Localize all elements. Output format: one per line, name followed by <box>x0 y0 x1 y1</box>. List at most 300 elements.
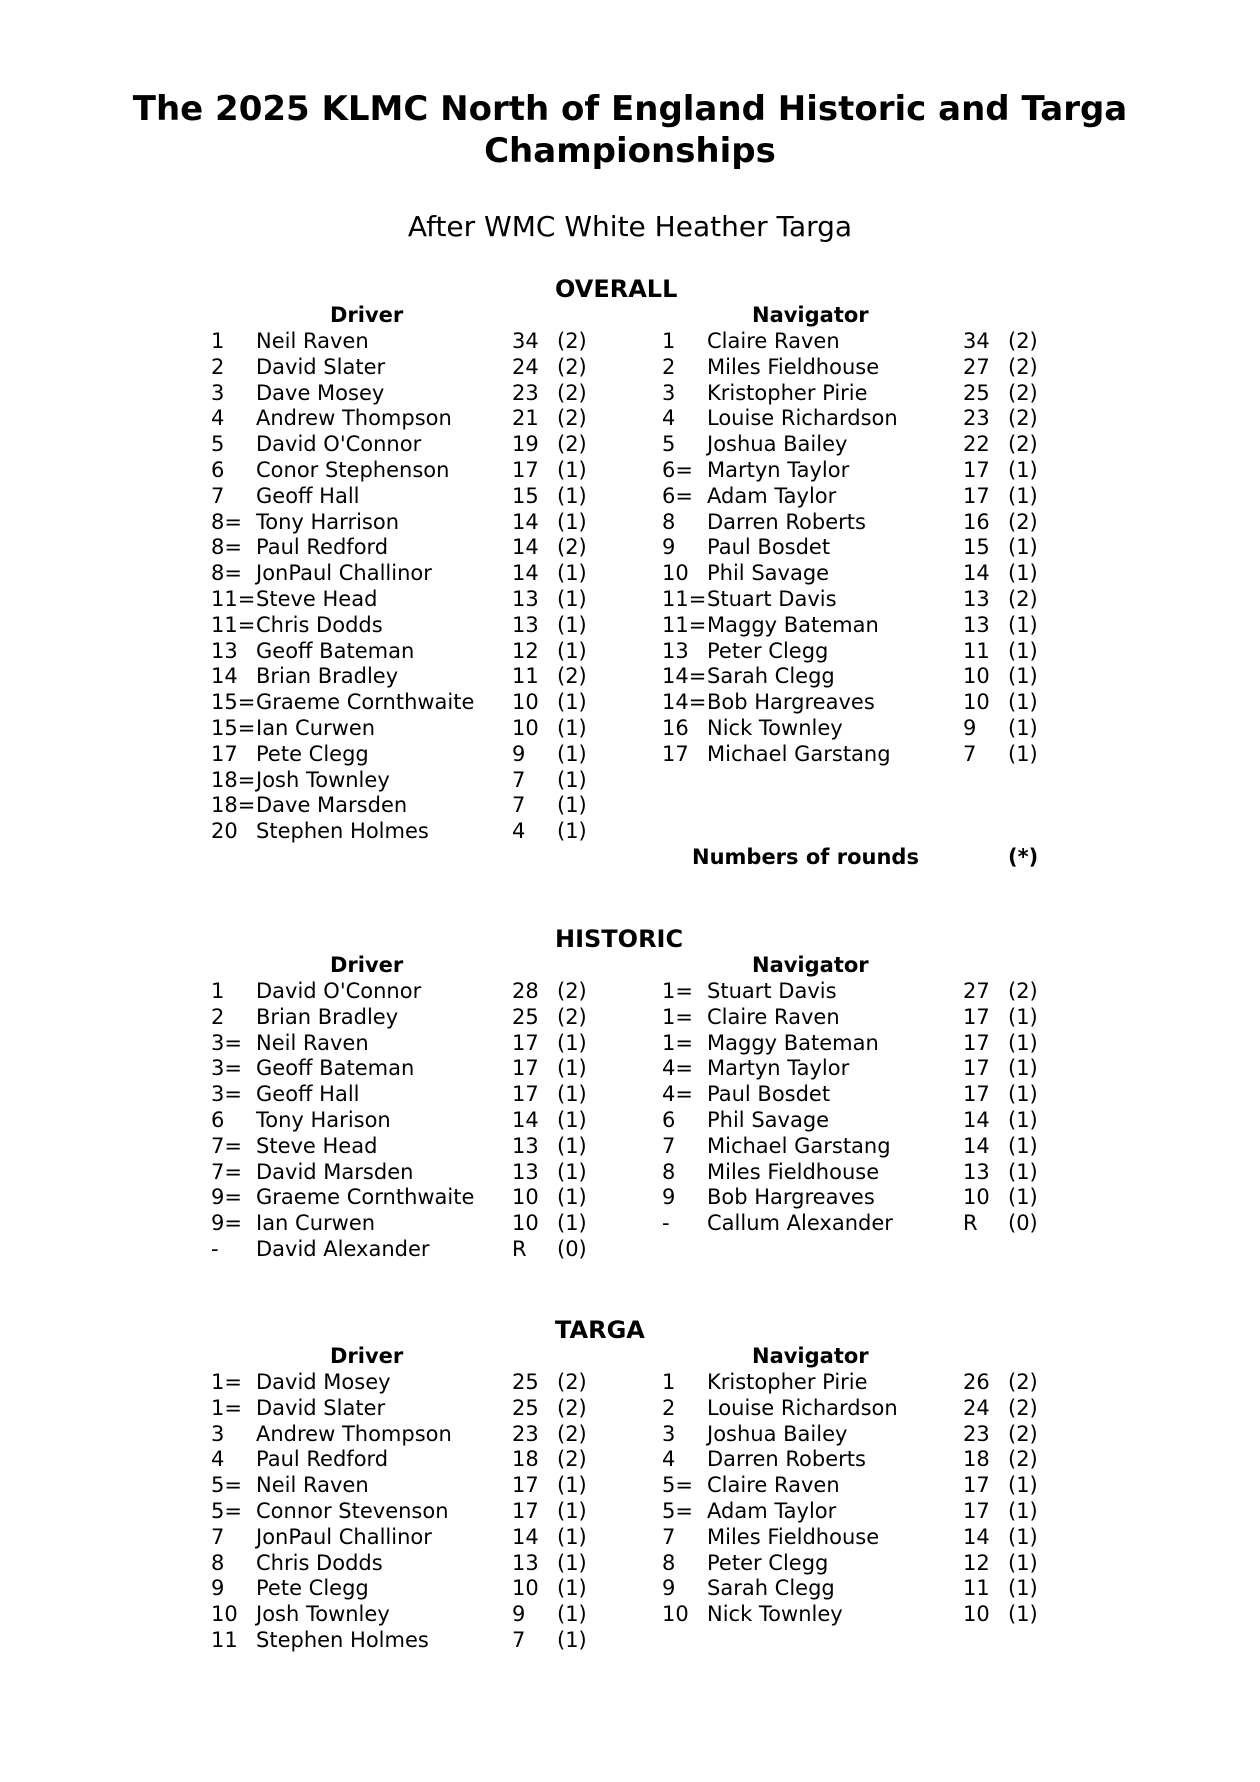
name-cell: Miles Fieldhouse <box>707 354 880 379</box>
rounds-cell: (2) <box>1008 509 1038 534</box>
position-cell: 7 <box>662 1524 676 1549</box>
points-cell: 24 <box>512 354 539 379</box>
position-cell: 8 <box>662 509 676 534</box>
name-cell: David O'Connor <box>256 979 422 1003</box>
name-cell: Louise Richardson <box>707 1395 898 1420</box>
name-cell: Claire Raven <box>707 1004 840 1029</box>
position-cell: - <box>662 1211 670 1236</box>
name-cell: David Slater <box>256 354 386 379</box>
name-cell: Tony Harison <box>256 1107 391 1132</box>
points-cell: 13 <box>963 612 990 637</box>
position-cell: 5 <box>662 432 676 457</box>
name-cell: Paul Redford <box>256 535 389 560</box>
section-heading-targa: TARGA <box>555 1316 645 1344</box>
points-cell: 27 <box>963 979 990 1003</box>
name-cell: Joshua Bailey <box>707 1421 848 1446</box>
position-cell: 3= <box>211 1030 242 1055</box>
name-cell: Peter Clegg <box>707 638 829 663</box>
points-cell: R <box>963 1211 978 1236</box>
rounds-cell: (1) <box>557 612 587 637</box>
rounds-cell: (2) <box>557 1004 587 1029</box>
points-cell: 17 <box>512 1030 539 1055</box>
name-cell: Kristopher Pirie <box>707 1370 868 1394</box>
rounds-cell: (2) <box>1008 329 1038 353</box>
position-cell: 1 <box>662 329 676 353</box>
position-cell: 7 <box>211 1524 225 1549</box>
rounds-cell: (2) <box>1008 1447 1038 1472</box>
name-cell: Ian Curwen <box>256 1211 376 1236</box>
rounds-cell: (1) <box>557 1159 587 1184</box>
rounds-cell: (2) <box>557 1447 587 1472</box>
name-cell: Martyn Taylor <box>707 457 850 482</box>
points-cell: 17 <box>512 1056 539 1081</box>
position-cell: 8= <box>211 561 242 586</box>
position-cell: 17 <box>211 741 238 766</box>
name-cell: Darren Roberts <box>707 1447 866 1472</box>
rounds-cell: (1) <box>1008 1004 1038 1029</box>
position-cell: 3= <box>211 1056 242 1081</box>
rounds-cell: (1) <box>557 793 587 818</box>
rounds-cell: (1) <box>1008 741 1038 766</box>
points-cell: 15 <box>963 535 990 560</box>
rounds-cell: (1) <box>1008 715 1038 740</box>
rounds-cell: (1) <box>557 1211 587 1236</box>
name-cell: Brian Bradley <box>256 664 399 689</box>
rounds-cell: (1) <box>557 1524 587 1549</box>
position-cell: 11= <box>211 612 256 637</box>
name-cell: Bob Hargreaves <box>707 1185 875 1210</box>
name-cell: Louise Richardson <box>707 406 898 431</box>
points-cell: 17 <box>512 457 539 482</box>
name-cell: Miles Fieldhouse <box>707 1159 880 1184</box>
points-cell: 18 <box>963 1447 990 1472</box>
rounds-cell: (2) <box>1008 1370 1038 1394</box>
position-cell: 3 <box>662 1421 676 1446</box>
position-cell: 1 <box>211 329 225 353</box>
name-cell: Nick Townley <box>707 1602 843 1627</box>
rounds-cell: (0) <box>1008 1211 1038 1236</box>
points-cell: 22 <box>963 432 990 457</box>
name-cell: Miles Fieldhouse <box>707 1524 880 1549</box>
rounds-cell: (1) <box>1008 1602 1038 1627</box>
page-title-line-1: The 2025 KLMC North of England Historic and Targa <box>132 89 1128 129</box>
rounds-cell: (1) <box>1008 1030 1038 1055</box>
name-cell: Bob Hargreaves <box>707 690 875 715</box>
position-cell: 16 <box>662 715 689 740</box>
points-cell: 23 <box>963 406 990 431</box>
position-cell: 8 <box>662 1159 676 1184</box>
rounds-cell: (2) <box>1008 1421 1038 1446</box>
position-cell: 13 <box>662 638 689 663</box>
position-cell: 4= <box>662 1082 693 1107</box>
rounds-cell: (2) <box>1008 586 1038 611</box>
points-cell: 21 <box>512 406 539 431</box>
position-cell: - <box>211 1236 219 1261</box>
position-cell: 7 <box>211 483 225 508</box>
position-cell: 1= <box>211 1370 242 1394</box>
points-cell: 16 <box>963 509 990 534</box>
name-cell: Geoff Hall <box>256 1082 360 1107</box>
points-cell: 14 <box>512 509 539 534</box>
points-cell: 17 <box>963 1030 990 1055</box>
position-cell: 5= <box>662 1498 693 1523</box>
rounds-cell: (1) <box>1008 1498 1038 1523</box>
name-cell: Claire Raven <box>707 329 840 353</box>
name-cell: Neil Raven <box>256 1473 369 1498</box>
page-subtitle: After WMC White Heather Targa <box>407 210 853 243</box>
rounds-cell: (1) <box>1008 690 1038 715</box>
position-cell: 14= <box>662 664 707 689</box>
rounds-cell: (1) <box>557 1473 587 1498</box>
name-cell: Steve Head <box>256 1133 378 1158</box>
points-cell: 17 <box>512 1498 539 1523</box>
rounds-cell: (0) <box>557 1236 587 1261</box>
rounds-cell: (1) <box>557 741 587 766</box>
name-cell: Stuart Davis <box>707 979 837 1003</box>
position-cell: 7= <box>211 1159 242 1184</box>
rounds-cell: (2) <box>1008 380 1038 405</box>
position-cell: 6 <box>211 457 225 482</box>
position-cell: 2 <box>211 1004 225 1029</box>
targa-navigator-header: Navigator <box>752 1344 869 1368</box>
points-cell: 14 <box>512 561 539 586</box>
rounds-cell: (1) <box>557 1082 587 1107</box>
name-cell: Chris Dodds <box>256 1550 383 1575</box>
name-cell: Chris Dodds <box>256 612 383 637</box>
rounds-cell: (1) <box>557 715 587 740</box>
points-cell: 17 <box>512 1473 539 1498</box>
position-cell: 1= <box>662 1030 693 1055</box>
rounds-cell: (1) <box>1008 1576 1038 1601</box>
points-cell: 26 <box>963 1370 990 1394</box>
name-cell: Maggy Bateman <box>707 612 879 637</box>
name-cell: Pete Clegg <box>256 741 369 766</box>
points-cell: 10 <box>963 690 990 715</box>
position-cell: 9 <box>211 1576 225 1601</box>
position-cell: 10 <box>662 1602 689 1627</box>
name-cell: Sarah Clegg <box>707 664 835 689</box>
position-cell: 1 <box>662 1370 676 1394</box>
points-cell: 23 <box>512 1421 539 1446</box>
rounds-cell: (1) <box>557 1627 587 1652</box>
rounds-note-label: Numbers of rounds <box>692 845 919 869</box>
overall-navigator-header: Navigator <box>752 303 869 327</box>
name-cell: Kristopher Pirie <box>707 380 868 405</box>
position-cell: 4 <box>662 406 676 431</box>
position-cell: 9 <box>662 535 676 560</box>
rounds-cell: (1) <box>557 1030 587 1055</box>
points-cell: 14 <box>963 561 990 586</box>
rounds-cell: (1) <box>1008 483 1038 508</box>
rounds-cell: (1) <box>1008 561 1038 586</box>
rounds-cell: (1) <box>557 1498 587 1523</box>
position-cell: 3 <box>211 380 225 405</box>
name-cell: Phil Savage <box>707 561 830 586</box>
rounds-cell: (2) <box>1008 354 1038 379</box>
name-cell: Neil Raven <box>256 329 369 353</box>
name-cell: David Alexander <box>256 1236 430 1261</box>
rounds-cell: (2) <box>557 979 587 1003</box>
points-cell: 4 <box>512 819 526 844</box>
name-cell: Josh Townley <box>256 767 390 792</box>
rounds-cell: (1) <box>557 561 587 586</box>
rounds-cell: (1) <box>1008 535 1038 560</box>
position-cell: 20 <box>211 819 238 844</box>
rounds-cell: (1) <box>1008 1056 1038 1081</box>
points-cell: 10 <box>512 715 539 740</box>
points-cell: 25 <box>512 1370 539 1394</box>
rounds-cell: (1) <box>1008 638 1038 663</box>
points-cell: 17 <box>963 1473 990 1498</box>
rounds-cell: (2) <box>557 406 587 431</box>
rounds-cell: (1) <box>557 638 587 663</box>
rounds-cell: (2) <box>557 1370 587 1394</box>
points-cell: 17 <box>963 483 990 508</box>
points-cell: 10 <box>963 1602 990 1627</box>
name-cell: Callum Alexander <box>707 1211 893 1236</box>
points-cell: 13 <box>963 1159 990 1184</box>
points-cell: 34 <box>512 329 539 353</box>
points-cell: 9 <box>512 741 526 766</box>
rounds-cell: (1) <box>1008 457 1038 482</box>
name-cell: Adam Taylor <box>707 1498 837 1523</box>
position-cell: 10 <box>211 1602 238 1627</box>
rounds-cell: (2) <box>557 354 587 379</box>
rounds-cell: (1) <box>1008 664 1038 689</box>
name-cell: Peter Clegg <box>707 1550 829 1575</box>
historic-driver-header: Driver <box>330 953 404 977</box>
points-cell: 25 <box>512 1395 539 1420</box>
name-cell: Graeme Cornthwaite <box>256 690 475 715</box>
points-cell: 7 <box>512 793 526 818</box>
section-heading-historic: HISTORIC <box>555 925 684 953</box>
position-cell: 2 <box>211 354 225 379</box>
points-cell: 10 <box>963 1185 990 1210</box>
points-cell: 19 <box>512 432 539 457</box>
rounds-cell: (1) <box>1008 1159 1038 1184</box>
name-cell: Nick Townley <box>707 715 843 740</box>
points-cell: 15 <box>512 483 539 508</box>
points-cell: 10 <box>512 1211 539 1236</box>
position-cell: 8 <box>211 1550 225 1575</box>
points-cell: 14 <box>512 1524 539 1549</box>
position-cell: 1= <box>211 1395 242 1420</box>
rounds-cell: (1) <box>1008 612 1038 637</box>
points-cell: 14 <box>512 535 539 560</box>
points-cell: 13 <box>963 586 990 611</box>
points-cell: 14 <box>512 1107 539 1132</box>
position-cell: 13 <box>211 638 238 663</box>
position-cell: 5= <box>211 1473 242 1498</box>
position-cell: 15= <box>211 715 256 740</box>
rounds-cell: (1) <box>1008 1133 1038 1158</box>
name-cell: Paul Bosdet <box>707 1082 831 1107</box>
rounds-cell: (1) <box>557 1602 587 1627</box>
points-cell: 14 <box>963 1107 990 1132</box>
points-cell: 18 <box>512 1447 539 1472</box>
position-cell: 9= <box>211 1185 242 1210</box>
points-cell: 9 <box>963 715 977 740</box>
name-cell: Stephen Holmes <box>256 1627 429 1652</box>
rounds-cell: (1) <box>557 1107 587 1132</box>
name-cell: Phil Savage <box>707 1107 830 1132</box>
page-title <box>0 88 1260 172</box>
rounds-cell: (1) <box>1008 1524 1038 1549</box>
position-cell: 4 <box>662 1447 676 1472</box>
points-cell: 7 <box>512 1627 526 1652</box>
name-cell: David Slater <box>256 1395 386 1420</box>
rounds-cell: (1) <box>1008 1550 1038 1575</box>
name-cell: Michael Garstang <box>707 1133 891 1158</box>
name-cell: Martyn Taylor <box>707 1056 850 1081</box>
position-cell: 1 <box>211 979 225 1003</box>
points-cell: 9 <box>512 1602 526 1627</box>
name-cell: JonPaul Challinor <box>256 561 432 586</box>
points-cell: 11 <box>963 1576 990 1601</box>
points-cell: 17 <box>963 1056 990 1081</box>
name-cell: Andrew Thompson <box>256 406 452 431</box>
name-cell: Pete Clegg <box>256 1576 369 1601</box>
name-cell: Conor Stephenson <box>256 457 450 482</box>
rounds-cell: (1) <box>557 509 587 534</box>
position-cell: 2 <box>662 354 676 379</box>
name-cell: Brian Bradley <box>256 1004 399 1029</box>
rounds-cell: (1) <box>1008 1185 1038 1210</box>
rounds-cell: (1) <box>1008 1107 1038 1132</box>
rounds-cell: (1) <box>557 483 587 508</box>
position-cell: 15= <box>211 690 256 715</box>
position-cell: 9 <box>662 1185 676 1210</box>
position-cell: 3 <box>662 380 676 405</box>
page-title-line-2: Championships <box>484 131 776 171</box>
points-cell: 10 <box>963 664 990 689</box>
name-cell: Adam Taylor <box>707 483 837 508</box>
position-cell: 4 <box>211 406 225 431</box>
position-cell: 9= <box>211 1211 242 1236</box>
rounds-cell: (1) <box>557 1185 587 1210</box>
name-cell: David O'Connor <box>256 432 422 457</box>
points-cell: 17 <box>963 1498 990 1523</box>
rounds-cell: (2) <box>557 329 587 353</box>
rounds-cell: (2) <box>557 1395 587 1420</box>
points-cell: 13 <box>512 1133 539 1158</box>
position-cell: 14= <box>662 690 707 715</box>
points-cell: 23 <box>963 1421 990 1446</box>
rounds-cell: (1) <box>557 1133 587 1158</box>
name-cell: Stephen Holmes <box>256 819 429 844</box>
points-cell: 13 <box>512 1159 539 1184</box>
rounds-cell: (1) <box>557 586 587 611</box>
rounds-cell: (2) <box>1008 979 1038 1003</box>
position-cell: 6 <box>662 1107 676 1132</box>
rounds-cell: (1) <box>557 819 587 844</box>
position-cell: 2 <box>662 1395 676 1420</box>
position-cell: 6= <box>662 457 693 482</box>
position-cell: 6 <box>211 1107 225 1132</box>
points-cell: 17 <box>963 1004 990 1029</box>
name-cell: Dave Mosey <box>256 380 385 405</box>
position-cell: 6= <box>662 483 693 508</box>
position-cell: 8= <box>211 509 242 534</box>
rounds-cell: (2) <box>557 664 587 689</box>
name-cell: Stuart Davis <box>707 586 837 611</box>
section-heading-overall: OVERALL <box>555 275 678 303</box>
points-cell: 17 <box>963 1082 990 1107</box>
name-cell: Josh Townley <box>256 1602 390 1627</box>
position-cell: 8= <box>211 535 242 560</box>
name-cell: Andrew Thompson <box>256 1421 452 1446</box>
position-cell: 17 <box>662 741 689 766</box>
rounds-note-symbol: (*) <box>1008 845 1039 869</box>
name-cell: Paul Redford <box>256 1447 389 1472</box>
position-cell: 7= <box>211 1133 242 1158</box>
rounds-cell: (2) <box>1008 432 1038 457</box>
name-cell: Joshua Bailey <box>707 432 848 457</box>
name-cell: Dave Marsden <box>256 793 408 818</box>
points-cell: 13 <box>512 612 539 637</box>
points-cell: 25 <box>512 1004 539 1029</box>
position-cell: 5= <box>662 1473 693 1498</box>
position-cell: 18= <box>211 767 256 792</box>
overall-driver-header: Driver <box>330 303 404 327</box>
points-cell: 14 <box>963 1524 990 1549</box>
points-cell: 28 <box>512 979 539 1003</box>
name-cell: JonPaul Challinor <box>256 1524 432 1549</box>
rounds-cell: (1) <box>557 1550 587 1575</box>
name-cell: Darren Roberts <box>707 509 866 534</box>
points-cell: 13 <box>512 586 539 611</box>
points-cell: 14 <box>963 1133 990 1158</box>
points-cell: 23 <box>512 380 539 405</box>
name-cell: Geoff Hall <box>256 483 360 508</box>
rounds-cell: (2) <box>557 432 587 457</box>
points-cell: 12 <box>963 1550 990 1575</box>
position-cell: 1= <box>662 1004 693 1029</box>
name-cell: Maggy Bateman <box>707 1030 879 1055</box>
points-cell: 27 <box>963 354 990 379</box>
name-cell: Steve Head <box>256 586 378 611</box>
name-cell: Connor Stevenson <box>256 1498 449 1523</box>
targa-driver-header: Driver <box>330 1344 404 1368</box>
name-cell: David Marsden <box>256 1159 414 1184</box>
rounds-cell: (2) <box>1008 406 1038 431</box>
position-cell: 14 <box>211 664 238 689</box>
position-cell: 11 <box>211 1627 238 1652</box>
position-cell: 8 <box>662 1550 676 1575</box>
name-cell: Tony Harrison <box>256 509 400 534</box>
name-cell: Graeme Cornthwaite <box>256 1185 475 1210</box>
points-cell: 17 <box>512 1082 539 1107</box>
name-cell: Neil Raven <box>256 1030 369 1055</box>
rounds-cell: (1) <box>557 690 587 715</box>
name-cell: Paul Bosdet <box>707 535 831 560</box>
points-cell: 7 <box>963 741 977 766</box>
rounds-cell: (1) <box>557 1056 587 1081</box>
position-cell: 5= <box>211 1498 242 1523</box>
points-cell: 7 <box>512 767 526 792</box>
points-cell: 10 <box>512 690 539 715</box>
name-cell: Claire Raven <box>707 1473 840 1498</box>
rounds-cell: (2) <box>557 1421 587 1446</box>
points-cell: 17 <box>963 457 990 482</box>
points-cell: 10 <box>512 1576 539 1601</box>
rounds-cell: (1) <box>557 457 587 482</box>
position-cell: 1= <box>662 979 693 1003</box>
name-cell: Sarah Clegg <box>707 1576 835 1601</box>
points-cell: 11 <box>512 664 539 689</box>
points-cell: 34 <box>963 329 990 353</box>
rounds-cell: (1) <box>1008 1082 1038 1107</box>
